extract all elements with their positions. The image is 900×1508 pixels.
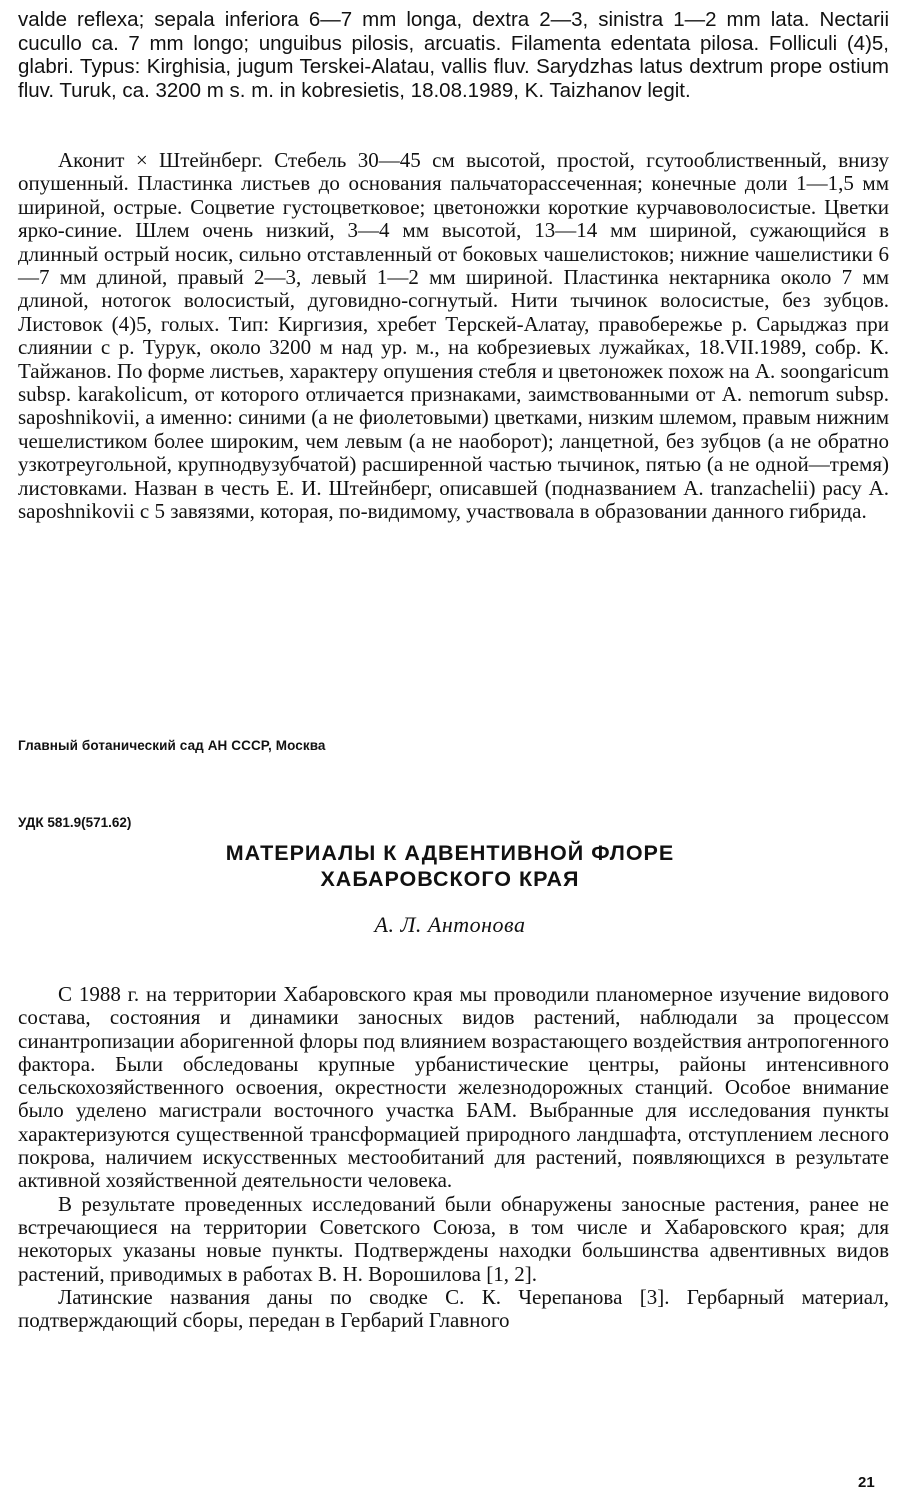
body-paragraph: С 1988 г. на территории Хабаровского края мы проводили планомерное изучение видового состава, состояния и динамики заносных видов растений, наблюдали за процессом синантропизации аборигенной флоры под влиянием возрастающего воздействия антропогенного фактора. Были обследованы крупные урбанистические центры, районы интенсивного сельскохозяйственного освоения, окрестности железнодорожных станций. Особое внимание было уделено магистрали восточного участка БАМ. Выбранные для исследования пункты характеризуются существенной трансформацией природного ландшафта, отступлением лесного покрова, наличием искусственных местообитаний для растений, появляющихся в результате активной хозяйственной деятельности человека. xyxy=(18,982,889,1193)
latin-description-paragraph: valde reflexa; sepala inferiora 6—7 mm longa, dextra 2—3, sinistra 1—2 mm lata. Nectarii cucullo ca. 7 mm longo; unguibus pilosis, arcuatis. Filamenta edentata pilosa. Folliculi (4)5, glabri. Typus: Kirghisia, jugum Terskei-Alatau, vallis fluv. Sarydzhas latus dextrum prope ostium fluv. Turuk, ca. 3200 m s. m. in kobresietis, 18.08.1989, K. Taizhanov legit. xyxy=(18,8,889,102)
author-name: А. Л. Антонова xyxy=(374,912,526,937)
page-number: 21 xyxy=(858,1474,875,1491)
udk-code: УДК 581.9(571.62) xyxy=(18,815,132,830)
body-paragraph: Латинские названия даны по сводке С. К. Черепанова [3]. Гербарный материал, подтверждающий сборы, передан в Гербарий Главного xyxy=(18,1284,889,1333)
article-title xyxy=(0,840,900,892)
body-paragraph: В результате проведенных исследований были обнаружены заносные растения, ранее не встречающиеся на территории Советского Союза, в том числе и Хабаровского края; для некоторых указаны новые пункты. Подтверждены находки большинства адвентивных видов растений, приводимых в работах В. Н. Ворошилова [1, 2]. xyxy=(18,1191,889,1286)
russian-description-paragraph: Аконит × Штейнберг. Стебель 30—45 см высотой, простой, гсутооблиственный, внизу опушенный. Пластинка листьев до основания пальчаторассеченная; конечные доли 1—1,5 мм шириной, острые. Соцветие густоцветковое; цветоножки короткие курчавоволосистые. Цветки ярко-синие. Шлем очень низкий, 3—4 мм высотой, 13—14 мм шириной, сужающийся в длинный острый носик, сильно отставленный от боковых чашелистоков; нижние чашелистики 6—7 мм длиной, правый 2—3, левый 1—2 мм шириной. Пластинка нектарника около 7 мм длиной, нотогок волосистый, дуговидно-согнутый. Нити тычинок волосистые, без зубцов. Листовок (4)5, голых. Тип: Киргизия, хребет Терскей-Алатау, правобережье р. Сарыджаз при слиянии с р. Турук, около 3200 м над ур. м., на кобрезиевых лужайках, 18.VII.1989, собр. К. Тайжанов. По форме листьев, характеру опушения стебля и цветоножек похож на A. soongaricum subsp. karakolicum, от которого отличается признаками, заимствованными от A. nemorum subsp. saposhnikovii, а именно: синими (а не фиолетовыми) цветками, низким шлемом, правым нижним чешелистиком более широким, чем левым (а не наоборот); ланцетной, без зубцов (а не обратно узкотреугольной, крупнодвузубчатой) расширенной частью тычинок, пятью (а не одной—тремя) листовками. Назван в честь Е. И. Штейнберг, описавшей (подназванием A. tranzachelii) расу A. saposhnikovii с 5 завязями, которая, по-видимому, участвовала в образовании данного гибрида. xyxy=(18,148,889,524)
article-body xyxy=(18,983,889,1332)
affiliation: Главный ботанический сад АН СССР, Москва xyxy=(18,738,326,753)
article-title-line-2: ХАБАРОВСКОГО КРАЯ xyxy=(320,867,580,891)
article-title-line-1: МАТЕРИАЛЫ К АДВЕНТИВНОЙ ФЛОРЕ xyxy=(225,841,675,865)
